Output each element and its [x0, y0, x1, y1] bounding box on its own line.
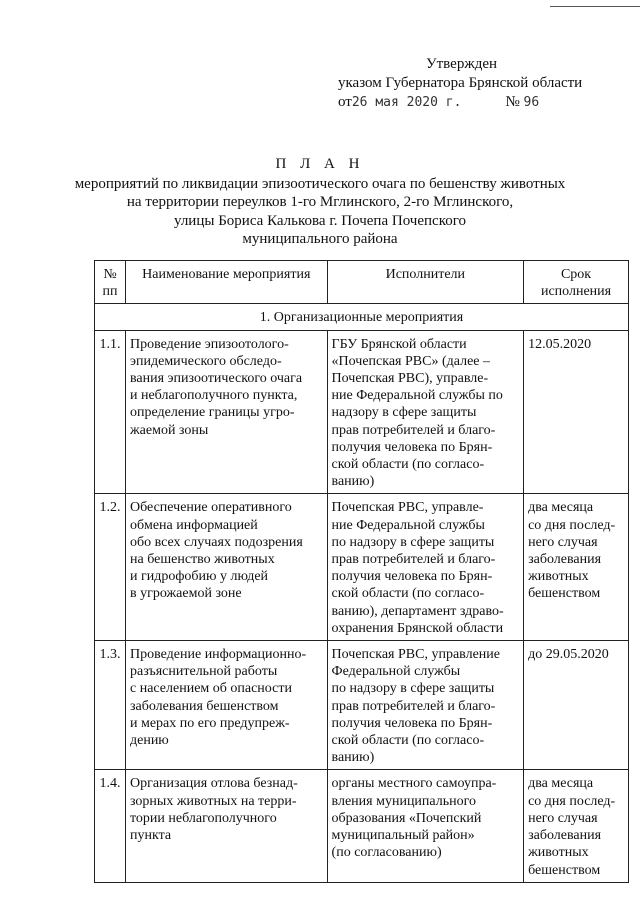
- approval-block: [338, 55, 582, 112]
- row-executors-line: охранения Брянской области: [331, 620, 504, 636]
- row-executors-line: муниципальный район»: [331, 828, 475, 844]
- row-executors-line: ние Федеральной службы по: [331, 388, 503, 404]
- row-activity: [125, 641, 327, 770]
- row-term-line: 12.05.2020: [528, 336, 592, 352]
- row-executors-line: ской области (по согласо-: [331, 457, 485, 473]
- row-activity-line: заболевания бешенством: [129, 698, 279, 714]
- row-activity-line: обмена информацией: [129, 517, 258, 533]
- row-activity-line: Организация отлова безнад-: [129, 776, 298, 792]
- approval-date-line: [338, 93, 582, 112]
- plan-subtitle-line: муниципального района: [242, 231, 398, 247]
- row-activity-line: Проведение эпизоотолого-: [129, 336, 289, 352]
- row-term-line: животных: [528, 569, 589, 585]
- row-executors-line: прав потребителей и благо-: [331, 422, 496, 438]
- approval-number: 96: [523, 95, 540, 110]
- plan-title: [0, 155, 640, 249]
- row-executors-line: ской области (по согласо-: [331, 733, 485, 749]
- row-term-line: заболевания: [528, 552, 602, 568]
- row-term-line: до 29.05.2020: [528, 647, 609, 663]
- header-term-line: Срок: [560, 267, 592, 282]
- row-executors-line: ванию): [331, 750, 375, 766]
- row-executors-line: по надзору в сфере защиты: [331, 534, 495, 550]
- row-executors-line: ской области (по согласо-: [331, 586, 485, 602]
- table-row: [95, 641, 629, 770]
- row-executors: [327, 641, 524, 770]
- table-row: [95, 494, 629, 641]
- plan-subtitle-line: улицы Бориса Калькова г. Почепа Почепского: [173, 212, 467, 229]
- row-executors-line: вления муниципального: [331, 793, 477, 809]
- header-name: Наименование мероприятия: [125, 261, 327, 304]
- row-term-line: животных: [528, 845, 589, 861]
- row-activity-line: зорных животных на терри-: [129, 793, 297, 809]
- row-activity-line: определение границы угро-: [129, 405, 295, 421]
- row-activity-line: эпидемического обследо-: [129, 353, 282, 369]
- row-number: 1.4.: [95, 770, 126, 882]
- approval-number-label: №: [505, 94, 520, 110]
- section-row: [95, 304, 629, 330]
- table-header-row: [95, 261, 629, 304]
- row-term: [524, 330, 629, 494]
- row-executors-line: органы местного самоупра-: [331, 776, 497, 792]
- row-activity-line: тории неблагополучного: [129, 810, 277, 826]
- row-executors-line: получия человека по Брян-: [331, 439, 493, 455]
- row-executors-line: надзору в сфере защиты: [331, 405, 477, 421]
- row-activity-line: вания эпизоотического очага: [129, 371, 303, 387]
- table-row: [95, 770, 629, 882]
- row-executors-line: ГБУ Брянской области: [331, 336, 467, 352]
- row-term: [524, 494, 629, 641]
- row-executors: [327, 494, 524, 641]
- row-executors-line: образования «Почепский: [331, 810, 482, 826]
- row-activity-line: разъяснительной работы: [129, 664, 278, 680]
- row-term-line: бешенством: [528, 586, 601, 602]
- approval-date: 26 мая 2020 г.: [351, 95, 462, 110]
- row-activity-line: жаемой зоны: [129, 422, 209, 438]
- row-executors-line: ванию), департамент здраво-: [331, 603, 504, 619]
- plan-heading: П Л А Н: [275, 156, 365, 172]
- row-activity-line: с населением об опасности: [129, 681, 292, 697]
- row-term: [524, 641, 629, 770]
- row-activity-line: в угрожаемой зоне: [129, 586, 242, 602]
- row-term: [524, 770, 629, 882]
- row-executors: [327, 770, 524, 882]
- row-activity: [125, 330, 327, 494]
- row-executors-line: Почепская РВС, управле-: [331, 500, 484, 516]
- row-executors-line: ние Федеральной службы: [331, 517, 485, 533]
- row-number: 1.1.: [95, 330, 126, 494]
- row-executors-line: ванию): [331, 474, 375, 490]
- row-executors-line: Почепская РВС), управле-: [331, 371, 489, 387]
- row-activity-line: и мерах по его предупреж-: [129, 715, 290, 731]
- approval-line1: Утвержден: [426, 56, 498, 72]
- row-activity-line: Проведение информационно-: [129, 647, 307, 663]
- header-num-line: №: [103, 267, 117, 282]
- row-term-line: со дня послед-: [528, 793, 616, 809]
- section-title: 1. Организационные мероприятия: [95, 304, 629, 330]
- table-row: [95, 330, 629, 494]
- row-executors-line: прав потребителей и благо-: [331, 552, 496, 568]
- row-executors-line: получия человека по Брян-: [331, 569, 493, 585]
- row-activity: [125, 770, 327, 882]
- header-term-line: исполнения: [540, 284, 612, 300]
- row-term-line: заболевания: [528, 828, 602, 844]
- row-executors-line: получия человека по Брян-: [331, 715, 493, 731]
- row-executors: [327, 330, 524, 494]
- row-executors-line: (по согласованию): [331, 845, 442, 861]
- row-executors-line: Федеральной службы: [331, 664, 461, 680]
- row-term-line: со дня послед-: [528, 517, 616, 533]
- row-activity-line: на бешенство животных: [129, 552, 275, 568]
- row-activity-line: и неблагополучного пункта,: [129, 388, 298, 404]
- row-term-line: бешенством: [528, 862, 601, 878]
- plan-table: [94, 260, 629, 883]
- plan-subtitle-line: на территории переулков 1-го Мглинского, 2-го Мглинского,: [126, 194, 514, 210]
- row-term-line: него случая: [528, 534, 598, 550]
- header-num-line: пп: [102, 284, 118, 300]
- row-number: 1.3.: [95, 641, 126, 770]
- row-term-line: него случая: [528, 810, 598, 826]
- row-executors-line: «Почепская РВС» (далее –: [331, 353, 490, 369]
- row-activity-line: дению: [129, 733, 169, 749]
- row-term-line: два месяца: [528, 500, 594, 516]
- header-executors: Исполнители: [327, 261, 524, 304]
- row-activity: [125, 494, 327, 641]
- header-num: [95, 261, 126, 304]
- header-term: [524, 261, 629, 304]
- row-executors-line: Почепская РВС, управление: [331, 647, 500, 663]
- row-term-line: два месяца: [528, 776, 594, 792]
- plan-subtitle-line: мероприятий по ликвидации эпизоотического очага по бешенству животных: [74, 175, 566, 192]
- row-activity-line: Обеспечение оперативного: [129, 500, 292, 516]
- row-number: 1.2.: [95, 494, 126, 641]
- row-executors-line: прав потребителей и благо-: [331, 698, 496, 714]
- row-executors-line: по надзору в сфере защиты: [331, 681, 495, 697]
- row-activity-line: и гидрофобию у людей: [129, 569, 269, 585]
- approval-line2: указом Губернатора Брянской области: [338, 75, 583, 91]
- top-edge-line: [550, 6, 640, 7]
- approval-date-prefix: от: [338, 94, 352, 110]
- row-activity-line: пункта: [129, 828, 172, 844]
- row-activity-line: обо всех случаях подозрения: [129, 534, 303, 550]
